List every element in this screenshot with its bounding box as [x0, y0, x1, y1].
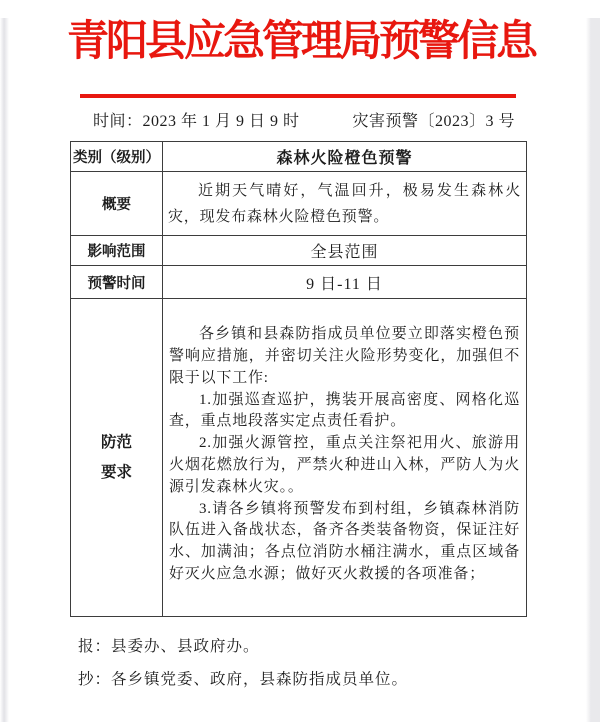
scope-value: 全县范围	[163, 236, 527, 266]
category-value: 森林火险橙色预警	[163, 142, 527, 172]
red-divider-rule	[80, 94, 516, 98]
footer-distribution	[78, 634, 600, 689]
footer-report-line: 报：县委办、县政府办。	[78, 638, 260, 656]
meta-row	[80, 108, 517, 131]
warning-table	[70, 141, 527, 617]
summary-label: 概要	[71, 172, 163, 236]
scope-label: 影响范围	[71, 236, 163, 266]
warning-time-label: 预警时间	[71, 266, 163, 299]
footer-copy-line: 抄：各乡镇党委、政府，县森防指成员单位。	[78, 671, 409, 689]
issue-time	[93, 108, 300, 131]
issue-time-label: 时间：	[93, 113, 143, 131]
prevention-content	[163, 299, 527, 617]
table-row-warning-time	[71, 266, 527, 299]
document-title: 青阳县应急管理局预警信息	[66, 19, 535, 65]
prevention-paragraph-4: 3.请各乡镇将预警发布到村组，乡镇森林消防队伍进入备战状态，备齐各类装备物资，保证注好水、加满油；各点位消防水桶注满水，重点区域备好灭火应急水源；做好灭火救援的各项准备；	[169, 500, 520, 583]
warning-time-value: 9 日-11 日	[163, 266, 527, 299]
prevention-label-line1: 防范	[100, 433, 132, 451]
prevention-paragraph-2: 1.加强巡查巡护，携装开展高密度、网格化巡查，重点地段落实定点责任看护。	[169, 391, 520, 430]
prevention-paragraph-1: 各乡镇和县森防指成员单位要立即落实橙色预警响应措施，并密切关注火险形势变化，加强但不限于以下工作:	[169, 326, 520, 386]
prevention-paragraph-3: 2.加强火源管控，重点关注祭祀用火、旅游用火烟花燃放行为，严禁火种进山入林，严防人为火源引发森林火灾。。	[169, 435, 520, 495]
table-row-prevention	[71, 299, 527, 617]
doc-number: 灾害预警〔2023〕3 号	[352, 113, 515, 131]
summary-paragraph: 近期天气晴好，气温回升，极易发生森林火灾，现发布森林火险橙色预警。	[168, 182, 521, 225]
scan-edge-right	[586, 18, 600, 722]
prevention-label-line2: 要求	[100, 463, 132, 481]
prevention-label	[71, 299, 163, 617]
document-page	[0, 18, 600, 689]
category-label: 类别（级别）	[71, 142, 163, 172]
table-row-scope	[71, 236, 527, 266]
summary-value	[163, 172, 527, 236]
scan-edge-left	[0, 18, 9, 722]
issue-time-value: 2023 年 1 月 9 日 9 时	[142, 113, 300, 131]
table-row-summary	[71, 172, 527, 236]
table-row-category	[71, 142, 527, 172]
